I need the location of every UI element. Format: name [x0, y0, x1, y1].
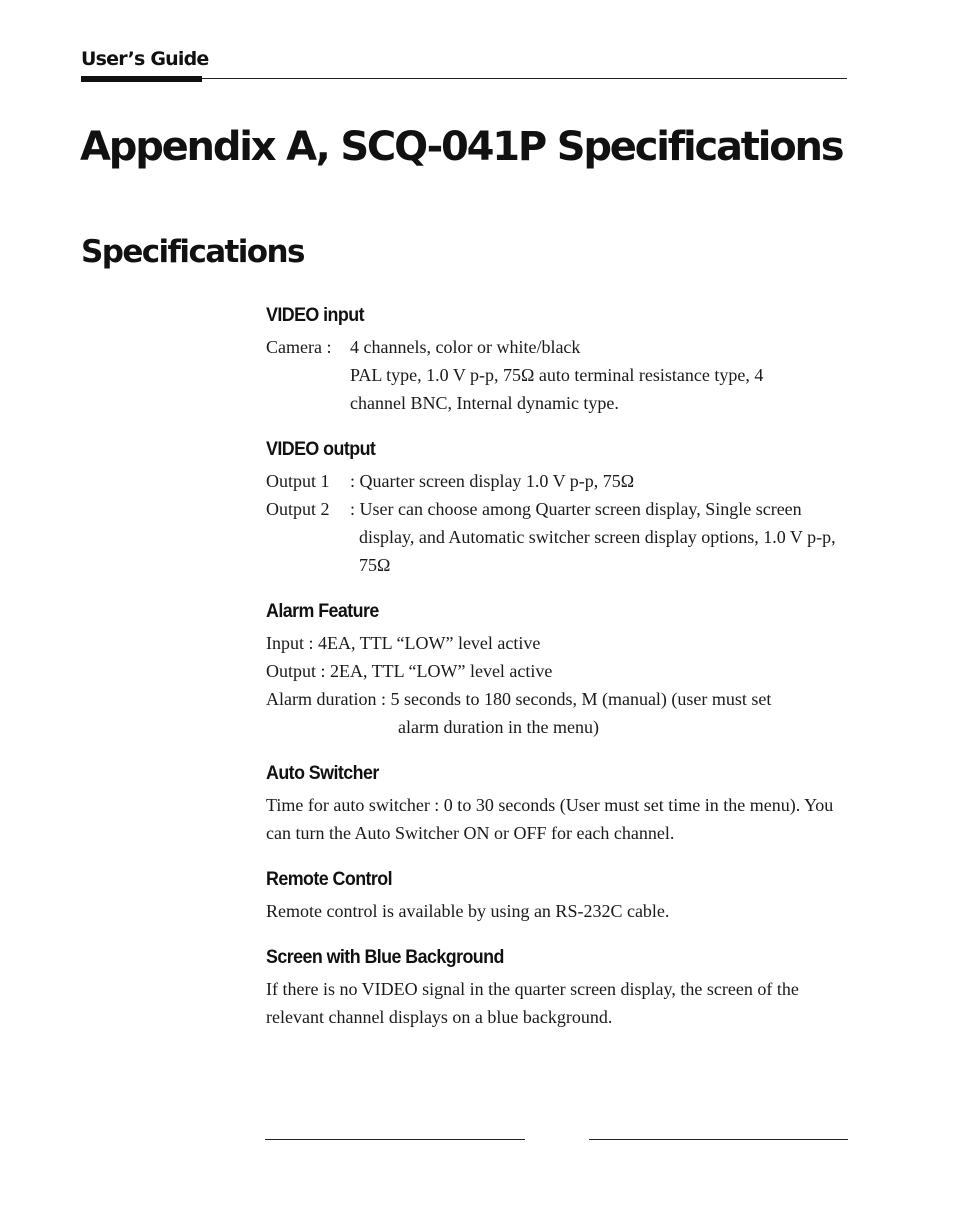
video-output-block — [266, 437, 856, 579]
video-input-block — [266, 303, 856, 417]
blue-background-text: If there is no VIDEO signal in the quarter screen display, the screen of the relevant channel displays on a blue background. — [266, 979, 799, 1027]
page-title: Appendix A, SCQ-041P Specifications — [80, 124, 843, 170]
camera-row — [266, 333, 856, 417]
camera-line-2: PAL type, 1.0 V p-p, 75Ω auto terminal resistance type, 4 channel BNC, Internal dynamic type. — [350, 365, 764, 413]
blue-background-block — [266, 945, 856, 1031]
spec-content — [266, 303, 856, 1051]
alarm-block — [266, 599, 856, 741]
footer-rule-left — [265, 1139, 525, 1140]
blue-background-heading: Screen with Blue Background — [266, 947, 504, 968]
alarm-duration-line-2: alarm duration in the menu) — [398, 717, 599, 737]
alarm-input: Input : 4EA, TTL “LOW” level active — [266, 633, 541, 653]
auto-switcher-block — [266, 761, 856, 847]
output2-label: Output 2 — [266, 499, 330, 519]
output2-row — [266, 495, 856, 579]
auto-switcher-text: Time for auto switcher : 0 to 30 seconds (User must set time in the menu). You can turn the Auto Switcher ON or OFF for each channel. — [266, 795, 834, 843]
remote-control-block — [266, 867, 856, 925]
output1-row — [266, 467, 856, 495]
camera-line-1: 4 channels, color or white/black — [350, 337, 581, 357]
footer-rule-right — [589, 1139, 848, 1140]
auto-switcher-heading: Auto Switcher — [266, 763, 379, 784]
alarm-output: Output : 2EA, TTL “LOW” level active — [266, 661, 553, 681]
alarm-duration-line-1: Alarm duration : 5 seconds to 180 seconds, M (manual) (user must set — [266, 689, 772, 709]
video-input-heading: VIDEO input — [266, 305, 364, 326]
video-output-heading: VIDEO output — [266, 439, 376, 460]
section-title: Specifications — [81, 234, 304, 270]
header-bar — [81, 76, 202, 82]
alarm-heading: Alarm Feature — [266, 601, 379, 622]
header-label: User’s Guide — [81, 48, 209, 70]
output1-value: : Quarter screen display 1.0 V p-p, 75Ω — [350, 471, 635, 491]
remote-control-text: Remote control is available by using an RS-232C cable. — [266, 901, 670, 921]
output2-value: : User can choose among Quarter screen display, Single screen display, and Automatic switcher screen display options, 1.0 V p-p, 75Ω — [350, 499, 836, 575]
camera-label: Camera : — [266, 337, 332, 357]
remote-control-heading: Remote Control — [266, 869, 393, 890]
output1-label: Output 1 — [266, 471, 330, 491]
